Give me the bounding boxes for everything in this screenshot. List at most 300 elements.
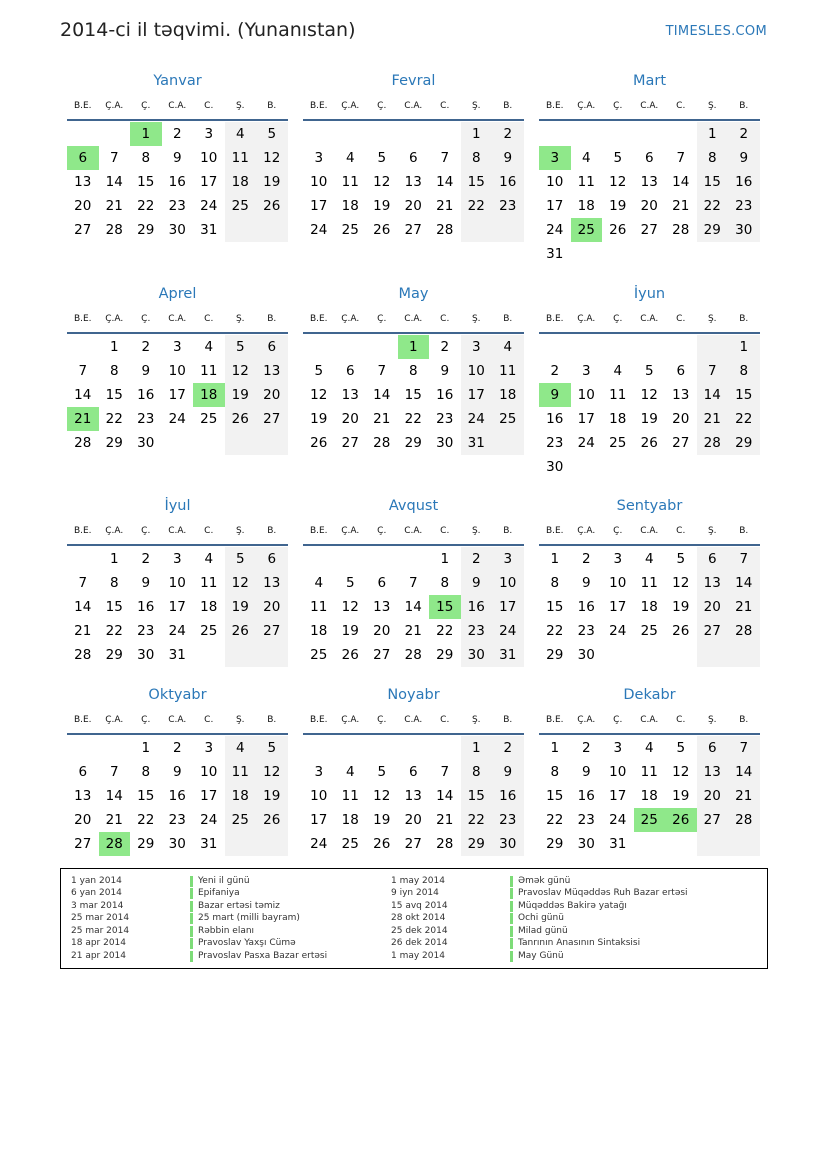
- day-cell: 23: [436, 411, 454, 427]
- day-cell: 6: [707, 551, 717, 567]
- legend-marker: [190, 913, 193, 924]
- weekday-header: [539, 101, 760, 115]
- weekday-label: Ç.A.: [105, 101, 124, 111]
- weekday-label: Ç.: [141, 101, 151, 111]
- legend-holiday-name: Yeni il günü: [198, 875, 250, 886]
- weekday-label: Ç.A.: [577, 526, 596, 536]
- weekday-label: B.: [739, 314, 749, 324]
- day-cell: 24: [200, 198, 218, 214]
- day-cell: 29: [546, 647, 564, 663]
- day-cell: 17: [310, 198, 328, 214]
- month-name: Aprel: [158, 286, 197, 302]
- day-cell: 21: [373, 411, 391, 427]
- day-cell: 19: [672, 788, 690, 804]
- weekday-label: B.: [739, 101, 749, 111]
- day-cell: 4: [204, 339, 214, 355]
- day-cell: 10: [310, 788, 328, 804]
- legend-marker: [510, 888, 513, 899]
- day-cell: 27: [74, 836, 92, 852]
- day-cell: 16: [499, 788, 517, 804]
- legend-date: 26 dek 2014: [391, 938, 448, 948]
- day-cell: 25: [341, 836, 359, 852]
- legend-date: 9 iyn 2014: [391, 888, 439, 898]
- day-cell: 16: [137, 387, 155, 403]
- day-cell: 31: [467, 435, 485, 451]
- weekday-label: Ç.: [377, 526, 387, 536]
- weekday-label: Ç.A.: [341, 715, 360, 725]
- day-cell: 4: [345, 764, 355, 780]
- day-cell: 30: [577, 647, 595, 663]
- day-cell: 26: [373, 222, 391, 238]
- month-name: Fevral: [391, 73, 436, 89]
- day-cell: 15: [735, 387, 753, 403]
- holiday-day-cell: 21: [67, 407, 99, 431]
- day-cell: 13: [640, 174, 658, 190]
- day-cell: 21: [404, 623, 422, 639]
- legend-date: 1 may 2014: [391, 950, 445, 961]
- day-cell: 30: [137, 435, 155, 451]
- day-cell: 26: [341, 647, 359, 663]
- header-divider: [67, 733, 288, 735]
- day-cell: 21: [436, 812, 454, 828]
- day-grid: [539, 122, 760, 266]
- day-cell: 9: [471, 575, 481, 591]
- day-cell: 20: [373, 623, 391, 639]
- day-cell: 27: [672, 435, 690, 451]
- weekday-label: C.: [676, 101, 686, 111]
- day-cell: 28: [373, 435, 391, 451]
- day-cell: 1: [109, 551, 119, 567]
- day-cell: 18: [640, 788, 658, 804]
- day-cell: 6: [408, 764, 418, 780]
- day-cell: 9: [141, 575, 151, 591]
- header-divider: [67, 544, 288, 546]
- day-cell: 22: [137, 812, 155, 828]
- day-cell: 12: [640, 387, 658, 403]
- day-cell: 2: [141, 339, 151, 355]
- weekday-label: B.E.: [309, 101, 328, 111]
- day-cell: 2: [550, 363, 560, 379]
- day-grid: [303, 122, 524, 266]
- day-cell: 13: [404, 174, 422, 190]
- day-cell: 12: [609, 174, 627, 190]
- weekday-label: B.E.: [73, 526, 92, 536]
- day-cell: 20: [404, 198, 422, 214]
- weekday-label: B.: [739, 715, 749, 725]
- day-cell: 18: [341, 812, 359, 828]
- holiday-day-cell: 25: [634, 808, 666, 832]
- month-name: İyul: [164, 498, 191, 514]
- day-cell: 13: [373, 599, 391, 615]
- weekday-label: B.: [267, 526, 277, 536]
- page-title: 2014-ci il təqvimi. (Yunanıstan): [60, 19, 356, 41]
- weekday-label: Ç.A.: [105, 526, 124, 536]
- day-cell: 29: [436, 647, 454, 663]
- day-cell: 20: [672, 411, 690, 427]
- day-cell: 13: [404, 788, 422, 804]
- weekday-label: B.E.: [545, 314, 564, 324]
- weekday-label: Ç.A.: [577, 314, 596, 324]
- day-cell: 5: [676, 740, 686, 756]
- day-cell: 19: [341, 623, 359, 639]
- day-cell: 3: [314, 150, 324, 166]
- day-cell: 23: [467, 623, 485, 639]
- day-cell: 28: [404, 647, 422, 663]
- day-cell: 17: [609, 788, 627, 804]
- day-cell: 21: [735, 788, 753, 804]
- weekday-label: Ş.: [235, 101, 245, 111]
- day-cell: 12: [672, 575, 690, 591]
- weekday-header: [67, 526, 288, 540]
- day-cell: 11: [499, 363, 517, 379]
- weekday-label: Ş.: [471, 526, 481, 536]
- day-cell: 10: [200, 764, 218, 780]
- day-cell: 5: [644, 363, 654, 379]
- day-cell: 21: [735, 599, 753, 615]
- holiday-legend: [60, 868, 768, 969]
- legend-holiday-name: Tanrının Anasının Sintaksisi: [518, 938, 641, 948]
- day-cell: 24: [577, 435, 595, 451]
- weekday-label: B.E.: [73, 101, 92, 111]
- day-cell: 12: [231, 575, 249, 591]
- weekday-label: Ç.: [141, 526, 151, 536]
- day-cell: 12: [263, 764, 281, 780]
- day-grid: [67, 547, 288, 691]
- weekday-header: [67, 314, 288, 328]
- day-cell: 3: [204, 126, 214, 142]
- day-cell: 21: [436, 198, 454, 214]
- legend-date: 21 apr 2014: [71, 950, 127, 961]
- day-cell: 26: [373, 836, 391, 852]
- legend-marker: [510, 876, 513, 887]
- weekday-header: [539, 526, 760, 540]
- day-cell: 29: [404, 435, 422, 451]
- day-cell: 23: [577, 812, 595, 828]
- weekday-label: B.: [267, 101, 277, 111]
- header-divider: [303, 544, 524, 546]
- day-cell: 7: [440, 150, 450, 166]
- header-divider: [303, 119, 524, 121]
- weekday-label: C.A.: [404, 715, 423, 725]
- day-cell: 1: [109, 339, 119, 355]
- day-cell: 6: [377, 575, 387, 591]
- day-cell: 7: [739, 551, 749, 567]
- day-cell: 10: [499, 575, 517, 591]
- day-cell: 17: [200, 788, 218, 804]
- header-divider: [539, 119, 760, 121]
- day-cell: 3: [471, 339, 481, 355]
- day-cell: 5: [345, 575, 355, 591]
- day-cell: 7: [78, 575, 88, 591]
- weekday-label: Ş.: [707, 101, 717, 111]
- weekday-label: Ç.: [377, 715, 387, 725]
- day-cell: 9: [503, 764, 513, 780]
- legend-date: 25 dek 2014: [391, 925, 448, 936]
- day-cell: 17: [467, 387, 485, 403]
- day-cell: 19: [640, 411, 658, 427]
- day-cell: 4: [204, 551, 214, 567]
- day-cell: 15: [137, 788, 155, 804]
- day-cell: 11: [341, 174, 359, 190]
- day-cell: 15: [105, 599, 123, 615]
- weekday-label: B.: [739, 526, 749, 536]
- day-cell: 1: [440, 551, 450, 567]
- day-cell: 5: [377, 764, 387, 780]
- day-cell: 18: [231, 174, 249, 190]
- day-cell: 26: [231, 623, 249, 639]
- day-cell: 9: [581, 764, 591, 780]
- day-cell: 2: [440, 339, 450, 355]
- month-name: May: [398, 286, 429, 302]
- day-cell: 27: [341, 435, 359, 451]
- day-cell: 14: [672, 174, 690, 190]
- day-cell: 25: [200, 411, 218, 427]
- day-cell: 12: [672, 764, 690, 780]
- day-cell: 22: [546, 623, 564, 639]
- day-cell: 5: [314, 363, 324, 379]
- legend-marker: [190, 926, 193, 937]
- weekday-label: C.A.: [640, 101, 659, 111]
- day-cell: 29: [467, 836, 485, 852]
- day-cell: 20: [640, 198, 658, 214]
- day-cell: 19: [231, 599, 249, 615]
- day-cell: 11: [310, 599, 328, 615]
- weekday-header: [539, 715, 760, 729]
- weekday-header: [67, 715, 288, 729]
- weekday-label: C.A.: [168, 314, 187, 324]
- brand-link[interactable]: TIMESLES.COM: [665, 24, 767, 39]
- weekday-label: Ş.: [471, 314, 481, 324]
- day-cell: 16: [499, 174, 517, 190]
- weekday-label: Ç.A.: [341, 314, 360, 324]
- legend-marker: [510, 926, 513, 937]
- day-cell: 19: [373, 198, 391, 214]
- day-cell: 6: [267, 339, 277, 355]
- day-cell: 28: [74, 647, 92, 663]
- day-cell: 27: [404, 836, 422, 852]
- day-cell: 5: [613, 150, 623, 166]
- day-cell: 14: [735, 575, 753, 591]
- day-cell: 25: [231, 198, 249, 214]
- weekday-header: [303, 314, 524, 328]
- day-cell: 16: [168, 788, 186, 804]
- day-cell: 10: [310, 174, 328, 190]
- day-cell: 17: [577, 411, 595, 427]
- day-cell: 22: [546, 812, 564, 828]
- day-cell: 7: [739, 740, 749, 756]
- day-cell: 30: [168, 836, 186, 852]
- day-cell: 18: [341, 198, 359, 214]
- header-divider: [303, 733, 524, 735]
- day-cell: 12: [373, 174, 391, 190]
- day-cell: 17: [168, 387, 186, 403]
- day-cell: 31: [546, 246, 564, 262]
- day-cell: 6: [345, 363, 355, 379]
- day-cell: 23: [577, 623, 595, 639]
- day-cell: 20: [404, 812, 422, 828]
- day-cell: 24: [467, 411, 485, 427]
- month-name: Oktyabr: [148, 687, 207, 703]
- day-cell: 1: [471, 740, 481, 756]
- day-cell: 13: [74, 174, 92, 190]
- legend-holiday-name: Milad günü: [518, 925, 568, 936]
- day-cell: 2: [503, 740, 513, 756]
- day-cell: 25: [640, 623, 658, 639]
- day-cell: 26: [640, 435, 658, 451]
- month-name: Avqust: [388, 498, 439, 514]
- day-cell: 1: [739, 339, 749, 355]
- day-cell: 29: [137, 836, 155, 852]
- day-cell: 8: [550, 575, 560, 591]
- holiday-day-cell: 6: [67, 146, 99, 170]
- day-cell: 4: [345, 150, 355, 166]
- day-cell: 8: [141, 764, 151, 780]
- day-cell: 18: [609, 411, 627, 427]
- header-divider: [539, 332, 760, 334]
- day-cell: 31: [168, 647, 186, 663]
- day-cell: 24: [499, 623, 517, 639]
- day-cell: 11: [341, 788, 359, 804]
- weekday-label: C.: [204, 526, 214, 536]
- day-cell: 16: [436, 387, 454, 403]
- day-grid: [539, 736, 760, 880]
- day-cell: 12: [263, 150, 281, 166]
- legend-marker: [190, 901, 193, 912]
- legend-holiday-name: 25 mart (milli bayram): [198, 913, 300, 923]
- day-cell: 2: [739, 126, 749, 142]
- day-cell: 13: [263, 363, 281, 379]
- day-cell: 8: [141, 150, 151, 166]
- day-cell: 27: [263, 623, 281, 639]
- day-cell: 14: [703, 387, 721, 403]
- day-grid: [303, 335, 524, 479]
- day-cell: 21: [105, 812, 123, 828]
- day-cell: 27: [703, 623, 721, 639]
- weekday-header: [539, 314, 760, 328]
- day-cell: 18: [200, 599, 218, 615]
- legend-marker: [510, 913, 513, 924]
- weekday-label: C.: [440, 314, 450, 324]
- weekday-label: B.E.: [309, 526, 328, 536]
- weekday-label: B.: [503, 715, 513, 725]
- day-cell: 8: [440, 575, 450, 591]
- day-cell: 28: [436, 836, 454, 852]
- day-cell: 28: [735, 623, 753, 639]
- day-cell: 2: [581, 551, 591, 567]
- day-cell: 19: [263, 174, 281, 190]
- day-cell: 6: [707, 740, 717, 756]
- day-cell: 11: [200, 575, 218, 591]
- day-cell: 18: [231, 788, 249, 804]
- day-cell: 27: [263, 411, 281, 427]
- legend-date: 1 may 2014: [391, 875, 445, 886]
- day-cell: 15: [137, 174, 155, 190]
- day-cell: 9: [440, 363, 450, 379]
- day-grid: [67, 335, 288, 479]
- day-cell: 25: [310, 647, 328, 663]
- day-grid: [303, 547, 524, 691]
- day-cell: 1: [550, 740, 560, 756]
- day-cell: 6: [267, 551, 277, 567]
- day-cell: 17: [310, 812, 328, 828]
- day-cell: 5: [235, 551, 245, 567]
- day-cell: 27: [74, 222, 92, 238]
- day-cell: 8: [707, 150, 717, 166]
- day-cell: 12: [231, 363, 249, 379]
- day-cell: 10: [609, 764, 627, 780]
- day-cell: 27: [373, 647, 391, 663]
- day-cell: 29: [546, 836, 564, 852]
- day-cell: 18: [310, 623, 328, 639]
- day-grid: [303, 736, 524, 880]
- legend-marker: [510, 901, 513, 912]
- weekday-label: Ş.: [471, 715, 481, 725]
- day-cell: 12: [310, 387, 328, 403]
- day-cell: 6: [676, 363, 686, 379]
- day-cell: 5: [267, 126, 277, 142]
- day-cell: 1: [550, 551, 560, 567]
- day-cell: 1: [707, 126, 717, 142]
- header-divider: [539, 544, 760, 546]
- day-cell: 28: [703, 435, 721, 451]
- day-grid: [67, 122, 288, 266]
- day-cell: 24: [168, 623, 186, 639]
- day-cell: 21: [105, 198, 123, 214]
- day-cell: 18: [577, 198, 595, 214]
- day-cell: 4: [644, 740, 654, 756]
- legend-holiday-name: Ochi günü: [518, 913, 564, 923]
- day-cell: 25: [609, 435, 627, 451]
- legend-holiday-name: Əmək günü: [518, 875, 571, 886]
- day-cell: 11: [200, 363, 218, 379]
- month-name: İyun: [633, 286, 666, 302]
- day-cell: 11: [609, 387, 627, 403]
- day-cell: 7: [440, 764, 450, 780]
- day-cell: 10: [609, 575, 627, 591]
- day-cell: 27: [640, 222, 658, 238]
- weekday-label: C.A.: [404, 526, 423, 536]
- legend-marker: [510, 951, 513, 962]
- day-cell: 28: [74, 435, 92, 451]
- day-grid: [539, 335, 760, 479]
- day-grid: [67, 736, 288, 880]
- weekday-label: B.E.: [309, 715, 328, 725]
- day-cell: 15: [703, 174, 721, 190]
- weekday-label: Ç.A.: [577, 715, 596, 725]
- day-cell: 10: [546, 174, 564, 190]
- weekday-header: [303, 101, 524, 115]
- day-cell: 21: [703, 411, 721, 427]
- weekday-label: B.: [503, 314, 513, 324]
- day-cell: 16: [577, 788, 595, 804]
- day-cell: 18: [499, 387, 517, 403]
- day-cell: 8: [471, 150, 481, 166]
- day-cell: 29: [105, 435, 123, 451]
- weekday-label: Ç.: [613, 101, 623, 111]
- day-cell: 7: [78, 363, 88, 379]
- day-cell: 24: [609, 812, 627, 828]
- day-cell: 17: [168, 599, 186, 615]
- day-cell: 3: [581, 363, 591, 379]
- day-cell: 9: [141, 363, 151, 379]
- day-cell: 23: [735, 198, 753, 214]
- day-cell: 19: [231, 387, 249, 403]
- day-cell: 29: [137, 222, 155, 238]
- day-cell: 15: [404, 387, 422, 403]
- legend-holiday-name: Epifaniya: [198, 888, 240, 898]
- legend-date: 1 yan 2014: [71, 875, 122, 886]
- weekday-label: C.: [440, 715, 450, 725]
